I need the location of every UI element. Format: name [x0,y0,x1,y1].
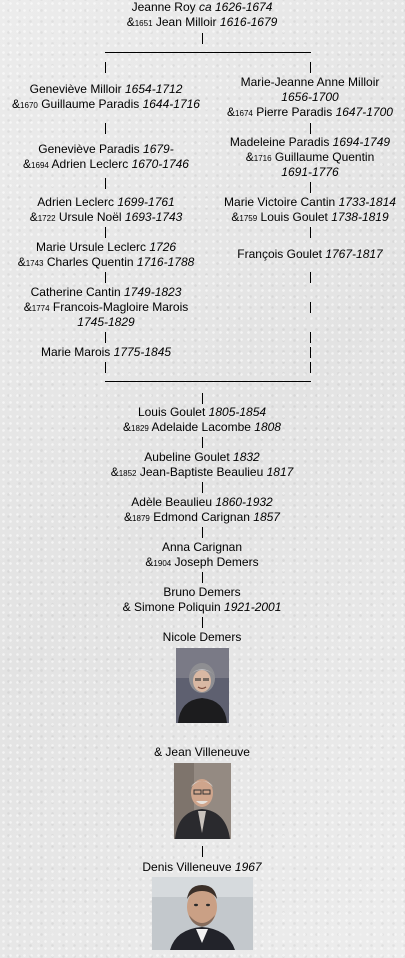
left-spouse-5: &1774 Francois-Magloire Marois [23,300,189,314]
right-spouse-3: &1759 Louis Goulet 1738-1819 [231,210,389,224]
nicole-demers-photo [176,648,229,723]
connector-line [310,62,311,73]
left-spouse-5-dates: 1745-1829 [77,315,135,329]
bottom-person-8: Denis Villeneuve 1967 [142,860,262,874]
connector-line [105,227,106,238]
connector-line [202,527,203,538]
jean-villeneuve-photo [174,763,231,839]
connector-line [310,332,311,343]
right-person-2: Madeleine Paradis 1694-1749 [229,135,391,149]
left-spouse-3: &1722 Ursule Noël 1693-1743 [29,210,183,224]
right-person-1-dates: 1656-1700 [281,90,339,104]
bottom-person-2: Aubeline Goulet 1832 [144,450,260,464]
connector-line [202,393,203,404]
bottom-spouse-2: &1852 Jean-Baptiste Beaulieu 1817 [110,465,294,479]
right-person-4: François Goulet 1767-1817 [237,247,383,261]
connector-line [202,437,203,448]
right-spouse-1: &1674 Pierre Paradis 1647-1700 [227,105,393,119]
bottom-person-3: Adèle Beaulieu 1860-1932 [131,495,273,509]
connector-line [105,123,106,134]
bottom-spouse-3: &1879 Edmond Carignan 1857 [124,510,280,524]
connector-line [105,362,106,373]
left-person-5: Catherine Cantin 1749-1823 [30,285,182,299]
left-spouse-4: &1743 Charles Quentin 1716-1788 [17,255,195,269]
connector-line [105,62,106,73]
right-spouse-2-dates: 1691-1776 [281,165,339,179]
connector-line [310,182,311,193]
left-person-6: Marie Marois 1775-1845 [40,345,172,359]
bottom-spouse-1: &1829 Adelaide Lacombe 1808 [123,420,281,434]
right-person-1: Marie-Jeanne Anne Milloir [240,75,380,89]
bottom-person-1: Louis Goulet 1805-1854 [137,405,267,419]
bottom-spouse-4: &1904 Joseph Demers [145,555,259,569]
connector-line [105,178,106,189]
connector-line [310,302,311,313]
connector-line [310,123,311,134]
connector-line [310,227,311,238]
connector-line [105,272,106,283]
branch-line-bottom [105,381,311,382]
root-spouse: &1651 Jean Milloir 1616-1679 [126,15,278,29]
bottom-person-6: Nicole Demers [162,630,242,644]
left-person-3: Adrien Leclerc 1699-1761 [37,195,175,209]
left-person-2: Geneviève Paradis 1679- [38,142,174,156]
denis-villeneuve-photo [152,877,253,950]
connector-line [310,347,311,358]
bottom-spouse-7: & Jean Villeneuve [154,745,250,759]
connector-line [202,846,203,857]
left-person-4: Marie Ursule Leclerc 1726 [35,240,177,254]
connector-line [310,362,311,373]
connector-line [105,332,106,343]
right-spouse-2: &1716 Guillaume Quentin [245,150,375,164]
connector-line [310,272,311,283]
left-spouse-2: &1694 Adrien Leclerc 1670-1746 [23,157,189,171]
root-person: Jeanne Roy ca 1626-1674 [131,0,273,14]
bottom-person-5: Bruno Demers [163,585,241,599]
connector-line [202,482,203,493]
left-spouse-1: &1670 Guillaume Paradis 1644-1716 [12,97,200,111]
bottom-person-4: Anna Carignan [161,540,243,554]
left-person-1: Geneviève Milloir 1654-1712 [29,82,183,96]
connector-line [202,617,203,628]
branch-line-top [105,52,311,53]
connector-line [202,572,203,583]
bottom-spouse-5: & Simone Poliquin 1921-2001 [122,600,282,614]
connector-line [202,33,203,44]
right-person-3: Marie Victoire Cantin 1733-1814 [224,195,396,209]
